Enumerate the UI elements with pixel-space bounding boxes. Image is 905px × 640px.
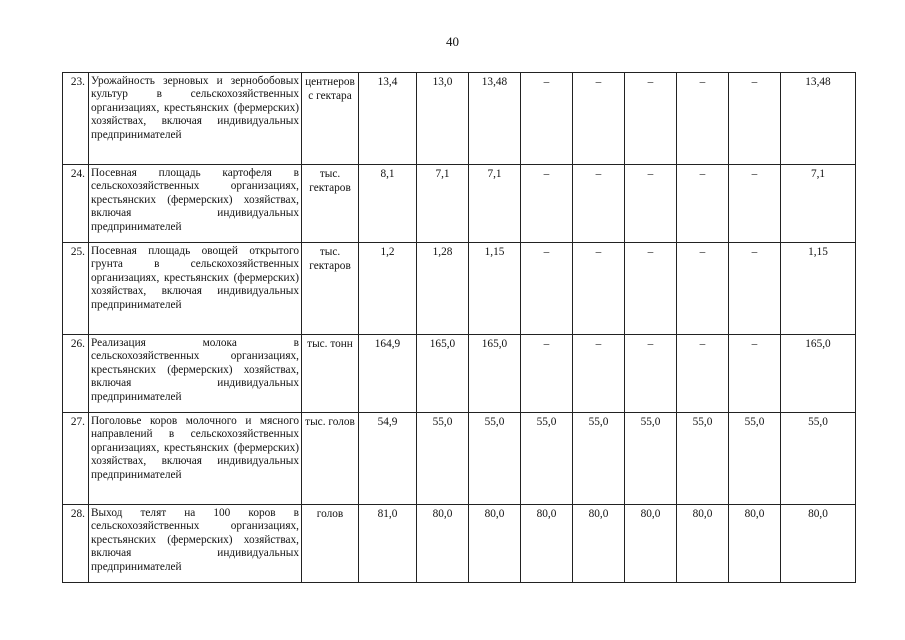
value-cell: 55,0 bbox=[573, 413, 625, 505]
value-cell: 8,1 bbox=[359, 165, 417, 243]
unit-cell: тыс. гектаров bbox=[302, 165, 359, 243]
value-cell: 13,4 bbox=[359, 73, 417, 165]
unit-cell: тыс. голов bbox=[302, 413, 359, 505]
row-number: 24. bbox=[63, 165, 89, 243]
value-cell: – bbox=[521, 335, 573, 413]
value-cell: – bbox=[729, 73, 781, 165]
unit-cell: тыс. тонн bbox=[302, 335, 359, 413]
value-cell: 55,0 bbox=[521, 413, 573, 505]
value-cell: 1,2 bbox=[359, 243, 417, 335]
value-cell: 55,0 bbox=[729, 413, 781, 505]
value-cell: 81,0 bbox=[359, 505, 417, 583]
value-cell: – bbox=[573, 335, 625, 413]
value-cell: 1,15 bbox=[469, 243, 521, 335]
value-cell: 80,0 bbox=[573, 505, 625, 583]
value-cell: 13,48 bbox=[781, 73, 856, 165]
value-cell: 80,0 bbox=[781, 505, 856, 583]
indicator-name: Посевная площадь овощей открытого грунта в сельскохозяйственных организациях, крестьянских (фермерских) хозяйствах, включая индивидуальных предпринимателей bbox=[89, 243, 302, 335]
value-cell: – bbox=[677, 243, 729, 335]
value-cell: 7,1 bbox=[781, 165, 856, 243]
indicator-name: Посевная площадь картофеля в сельскохозяйственных организациях, крестьянских (фермерских) хозяйствах, включая индивидуальных предпринимателей bbox=[89, 165, 302, 243]
value-cell: 165,0 bbox=[781, 335, 856, 413]
row-number: 26. bbox=[63, 335, 89, 413]
unit-cell: центнеров с гектара bbox=[302, 73, 359, 165]
value-cell: 80,0 bbox=[729, 505, 781, 583]
page-number: 40 bbox=[446, 34, 459, 49]
value-cell: 80,0 bbox=[521, 505, 573, 583]
value-cell: 1,15 bbox=[781, 243, 856, 335]
value-cell: – bbox=[573, 165, 625, 243]
value-cell: – bbox=[625, 243, 677, 335]
value-cell: 7,1 bbox=[469, 165, 521, 243]
indicator-name: Реализация молока в сельскохозяйственных организациях, крестьянских (фермерских) хозяйствах, включая индивидуальных предпринимателей bbox=[89, 335, 302, 413]
value-cell: – bbox=[625, 165, 677, 243]
value-cell: 55,0 bbox=[625, 413, 677, 505]
value-cell: – bbox=[625, 73, 677, 165]
value-cell: – bbox=[729, 335, 781, 413]
table-row bbox=[63, 413, 856, 505]
row-number: 27. bbox=[63, 413, 89, 505]
value-cell: – bbox=[729, 165, 781, 243]
indicator-name: Поголовье коров молочного и мясного направлений в сельскохозяйственных организациях, крестьянских (фермерских) хозяйствах, включая индивидуальных предпринимателей bbox=[89, 413, 302, 505]
value-cell: 80,0 bbox=[417, 505, 469, 583]
value-cell: 55,0 bbox=[417, 413, 469, 505]
value-cell: – bbox=[521, 73, 573, 165]
value-cell: 165,0 bbox=[417, 335, 469, 413]
value-cell: – bbox=[677, 73, 729, 165]
value-cell: 80,0 bbox=[469, 505, 521, 583]
value-cell: – bbox=[573, 243, 625, 335]
table-row bbox=[63, 243, 856, 335]
indicator-name: Урожайность зерновых и зернобобовых культур в сельскохозяйственных организациях, крестьянских (фермерских) хозяйствах, включая индивидуальных предпринимателей bbox=[89, 73, 302, 165]
value-cell: – bbox=[521, 243, 573, 335]
unit-cell: тыс. гектаров bbox=[302, 243, 359, 335]
value-cell: 55,0 bbox=[781, 413, 856, 505]
value-cell: 165,0 bbox=[469, 335, 521, 413]
value-cell: 7,1 bbox=[417, 165, 469, 243]
value-cell: – bbox=[521, 165, 573, 243]
row-number: 28. bbox=[63, 505, 89, 583]
value-cell: – bbox=[573, 73, 625, 165]
indicators-table bbox=[62, 72, 856, 583]
value-cell: 80,0 bbox=[677, 505, 729, 583]
row-number: 25. bbox=[63, 243, 89, 335]
value-cell: 13,0 bbox=[417, 73, 469, 165]
row-number: 23. bbox=[63, 73, 89, 165]
table-row bbox=[63, 505, 856, 583]
value-cell: – bbox=[677, 335, 729, 413]
value-cell: 80,0 bbox=[625, 505, 677, 583]
table-row bbox=[63, 165, 856, 243]
value-cell: – bbox=[677, 165, 729, 243]
value-cell: – bbox=[729, 243, 781, 335]
value-cell: 1,28 bbox=[417, 243, 469, 335]
value-cell: – bbox=[625, 335, 677, 413]
indicator-name: Выход телят на 100 коров в сельскохозяйственных организациях, крестьянских (фермерских) хозяйствах, включая индивидуальных предпринимателей bbox=[89, 505, 302, 583]
value-cell: 54,9 bbox=[359, 413, 417, 505]
table-row bbox=[63, 335, 856, 413]
value-cell: 55,0 bbox=[677, 413, 729, 505]
unit-cell: голов bbox=[302, 505, 359, 583]
value-cell: 13,48 bbox=[469, 73, 521, 165]
value-cell: 55,0 bbox=[469, 413, 521, 505]
value-cell: 164,9 bbox=[359, 335, 417, 413]
table-row bbox=[63, 73, 856, 165]
